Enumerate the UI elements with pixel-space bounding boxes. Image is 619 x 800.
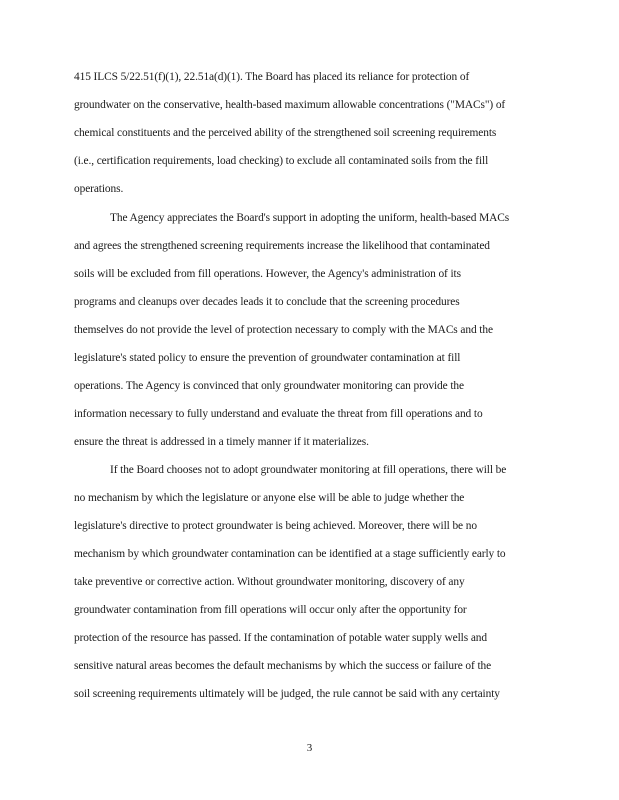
paragraph-3-line-8: sensitive natural areas becomes the default mechanisms by which the success or failure of the (74, 660, 492, 672)
paragraph-1-line-1: 415 ILCS 5/22.51(f)(1), 22.51a(d)(1). The Board has placed its reliance for protection of (74, 71, 470, 83)
paragraph-3-line-5: take preventive or corrective action. Without groundwater monitoring, discovery of any (74, 576, 465, 588)
paragraph-2-line-1: The Agency appreciates the Board's support in adopting the uniform, health-based MACs (110, 212, 510, 224)
paragraph-2-line-2: and agrees the strengthened screening requirements increase the likelihood that contaminated (74, 240, 490, 252)
paragraph-3-line-2: no mechanism by which the legislature or anyone else will be able to judge whether the (74, 492, 465, 504)
paragraph-2-line-9: ensure the threat is addressed in a timely manner if it materializes. (74, 436, 369, 448)
paragraph-3-line-3: legislature's directive to protect groundwater is being achieved. Moreover, there will be no (74, 520, 477, 532)
paragraph-2-line-8: information necessary to fully understand and evaluate the threat from fill operations and to (74, 408, 483, 420)
paragraph-3-line-6: groundwater contamination from fill operations will occur only after the opportunity for (74, 604, 467, 616)
paragraph-1-line-2: groundwater on the conservative, health-based maximum allowable concentrations ("MACs") of (74, 99, 506, 111)
paragraph-3-line-4: mechanism by which groundwater contamination can be identified at a stage sufficiently early to (74, 548, 506, 560)
paragraph-2-line-5: themselves do not provide the level of protection necessary to comply with the MACs and the (74, 324, 493, 336)
paragraph-2-line-6: legislature's stated policy to ensure the prevention of groundwater contamination at fill (74, 352, 461, 364)
paragraph-3-line-7: protection of the resource has passed. If the contamination of potable water supply wells and (74, 632, 487, 644)
paragraph-2-line-3: soils will be excluded from fill operations. However, the Agency's administration of its (74, 268, 461, 280)
paragraph-1-line-5: operations. (74, 183, 124, 195)
paragraph-1-line-3: chemical constituents and the perceived ability of the strengthened soil screening requirements (74, 127, 497, 139)
paragraph-1-line-4: (i.e., certification requirements, load checking) to exclude all contaminated soils from the fill (74, 155, 489, 167)
paragraph-2-line-7: operations. The Agency is convinced that only groundwater monitoring can provide the (74, 380, 464, 392)
paragraph-3-line-1: If the Board chooses not to adopt groundwater monitoring at fill operations, there will be (110, 464, 507, 476)
paragraph-3-line-9: soil screening requirements ultimately will be judged, the rule cannot be said with any certainty (74, 688, 500, 700)
page-number: 3 (306, 742, 313, 754)
paragraph-2-line-4: programs and cleanups over decades leads it to conclude that the screening procedures (74, 296, 460, 308)
